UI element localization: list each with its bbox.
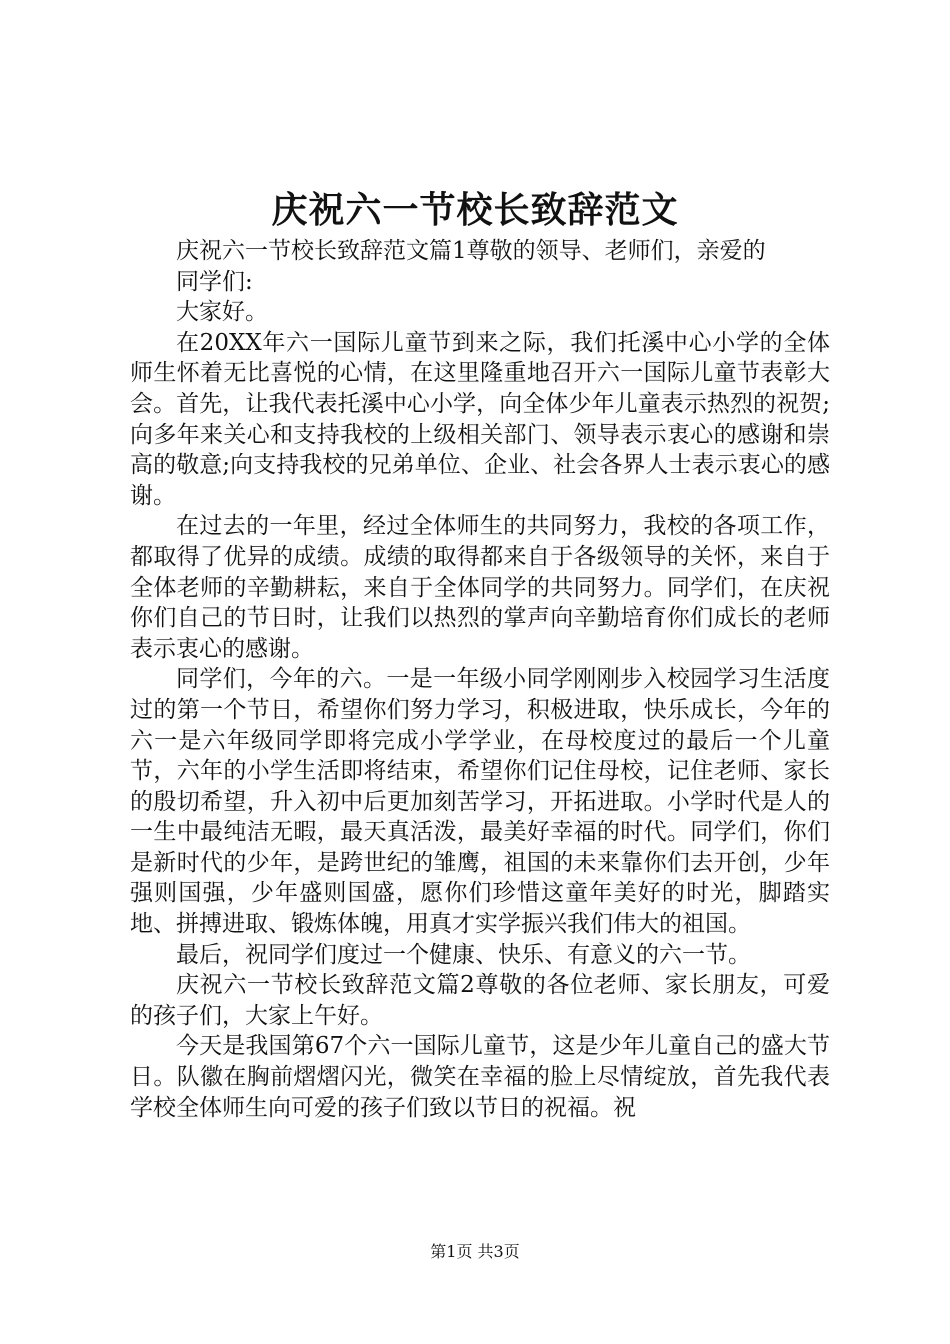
- paragraph: 在过去的一年里，经过全体师生的共同努力，我校的各项工作，都取得了优异的成绩。成绩的取得都来自于各级领导的关怀，来自于全体老师的辛勤耕耘，来自于全体同学的共同努力。同学们，在庆祝你们自己的节日时，让我们以热烈的掌声向辛勤培育你们成长的老师表示衷心的感谢。: [130, 513, 830, 662]
- paragraph: 庆祝六一节校长致辞范文篇2尊敬的各位老师、家长朋友，可爱的孩子们，大家上午好。: [130, 972, 830, 1029]
- page-footer: 第1页 共3页: [430, 1242, 520, 1261]
- document-body: [130, 236, 830, 1123]
- document-title: 庆祝六一节校长致辞范文: [271, 189, 679, 231]
- paragraph: 同学们:: [176, 268, 253, 295]
- paragraph: 庆祝六一节校长致辞范文篇1尊敬的领导、老师们，亲爱的: [176, 238, 766, 264]
- paragraph: 今天是我国第67个六一国际儿童节，这是少年儿童自己的盛大节日。队徽在胸前熠熠闪光，微笑在幸福的脸上尽情绽放，首先我代表学校全体师生向可爱的孩子们致以节日的祝福。祝: [130, 1033, 830, 1121]
- paragraph: 同学们，今年的六。一是一年级小同学刚刚步入校园学习生活度过的第一个节日，希望你们努力学习，积极进取，快乐成长，今年的六一是六年级同学即将完成小学学业，在母校度过的最后一个儿童节，六年的小学生活即将结束，希望你们记住母校，记住老师、家长的殷切希望，升入初中后更加刻苦学习，开拓进取。小学时代是人的一生中最纯洁无暇，最天真活泼，最美好幸福的时代。同学们，你们是新时代的少年，是跨世纪的雏鹰，祖国的未来靠你们去开创，少年强则国强，少年盛则国盛，愿你们珍惜这童年美好的时光，脚踏实地、拼搏进取、锻炼体魄，用真才实学振兴我们伟大的祖国。: [130, 666, 830, 938]
- paragraph: 在20XX年六一国际儿童节到来之际，我们托溪中心小学的全体师生怀着无比喜悦的心情，在这里隆重地召开六一国际儿童节表彰大会。首先，让我代表托溪中心小学，向全体少年儿童表示热烈的祝贺;向多年来关心和支持我校的上级相关部门、领导表示衷心的感谢和崇高的敬意;向支持我校的兄弟单位、企业、社会各界人士表示衷心的感谢。: [130, 329, 830, 509]
- paragraph: 最后，祝同学们度过一个健康、快乐、有意义的六一节。: [176, 941, 751, 968]
- paragraph: 大家好。: [176, 299, 268, 326]
